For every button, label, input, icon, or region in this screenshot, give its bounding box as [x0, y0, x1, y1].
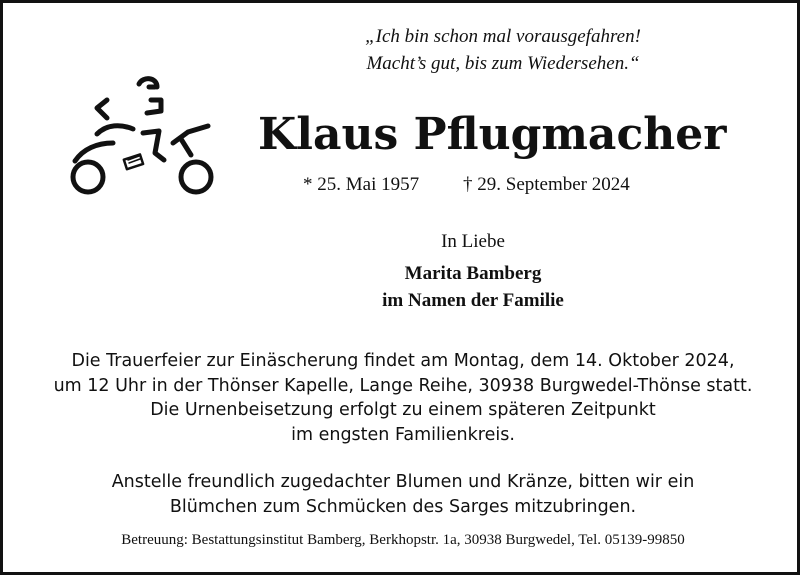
flowers-request [33, 470, 773, 519]
death-date: † 29. September 2024 [463, 174, 630, 195]
deceased-name: Klaus Pflugmacher [258, 109, 727, 160]
quote-line: „Ich bin schon mal vorausgefahren! [365, 26, 641, 47]
flowers-line: Blümchen zum Schmücken des Sarges mitzubringen. [169, 496, 637, 517]
ceremony-line: um 12 Uhr in der Thönser Kapelle, Lange Reihe, 30938 Burgwedel-Thönse statt. [53, 375, 753, 396]
ceremony-line: im engsten Familienkreis. [291, 424, 515, 445]
quote-line: Macht’s gut, bis zum Wiedersehen.“ [366, 53, 640, 74]
mourners-signature [203, 260, 743, 314]
ceremony-line: Die Trauerfeier zur Einäscherung findet am Montag, dem 14. Oktober 2024, [71, 351, 735, 371]
funeral-home-footer: Betreuung: Bestattungsinstitut Bamberg, Berkhopstr. 1a, 30938 Burgwedel, Tel. 05139-99850 [121, 532, 685, 548]
mourner-line: im Namen der Familie [382, 290, 564, 311]
quote [253, 23, 753, 77]
mourner-line: Marita Bamberg [404, 263, 542, 284]
ceremony-notice [33, 349, 773, 447]
in-love-intro: In Liebe [441, 231, 505, 252]
ceremony-line: Die Urnenbeisetzung erfolgt zu einem späteren Zeitpunkt [150, 400, 656, 420]
flowers-line: Anstelle freundlich zugedachter Blumen und Kränze, bitten wir ein [111, 472, 695, 492]
birth-date: * 25. Mai 1957 [303, 174, 420, 195]
motorcycle-rider-icon [63, 71, 223, 201]
